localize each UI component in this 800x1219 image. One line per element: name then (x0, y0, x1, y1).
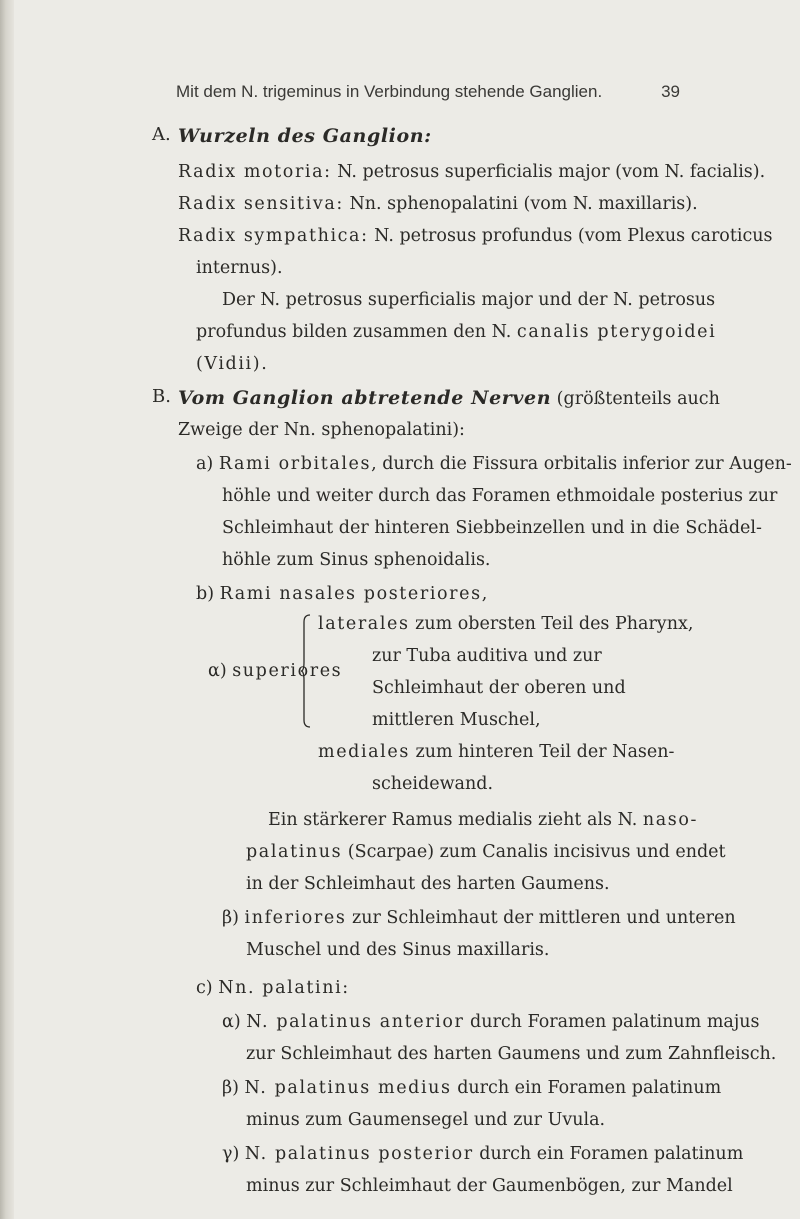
text-line: Radix motoria: N. petrosus superficialis major (vom N. facialis). (178, 162, 766, 182)
text-line: Ein stärkerer Ramus medialis zieht als N. naso- (268, 810, 699, 830)
text-line: Muschel und des Sinus maxillaris. (246, 940, 550, 960)
text-line: Schleimhaut der hinteren Siebbeinzellen und in die Schädel- (222, 518, 762, 538)
text-line: α) N. palatinus anterior durch Foramen palatinum majus (222, 1012, 760, 1032)
text-line: b) Rami nasales posteriores, (196, 584, 488, 604)
text-line: in der Schleimhaut des harten Gaumens. (246, 874, 610, 894)
text-line: internus). (196, 258, 283, 278)
text-line: minus zum Gaumensegel und zur Uvula. (246, 1110, 606, 1130)
text-line: zur Schleimhaut des harten Gaumens und zum Zahnfleisch. (246, 1044, 777, 1064)
section-b-heading: Vom Ganglion abtretende Nerven (größtenteils auch (178, 387, 720, 409)
text-line: c) Nn. palatini: (196, 978, 349, 998)
text-line: höhle und weiter durch das Foramen ethmoidale posterius zur (222, 486, 778, 506)
running-header (176, 82, 680, 102)
text-line: profundus bilden zusammen den N. canalis pterygoidei (196, 322, 717, 342)
text-line: a) Rami orbitales, durch die Fissura orbitalis inferior zur Augen- (196, 454, 792, 474)
text-line: höhle zum Sinus sphenoidalis. (222, 550, 491, 570)
text-line: scheidewand. (372, 774, 494, 794)
text-line: laterales zum obersten Teil des Pharynx, (318, 614, 694, 634)
text-line: Radix sympathica: N. petrosus profundus (vom Plexus caroticus (178, 226, 773, 246)
text-line: α) superiores (208, 661, 343, 681)
text-line: zur Tuba auditiva und zur (372, 646, 602, 666)
text-line: mittleren Muschel, (372, 710, 541, 730)
text-line: β) N. palatinus medius durch ein Foramen palatinum (222, 1078, 722, 1098)
text-line: β) inferiores zur Schleimhaut der mittleren und unteren (222, 908, 736, 928)
page-number: 39 (661, 82, 680, 101)
section-a-heading: Wurzeln des Ganglion: (178, 125, 432, 147)
text-line: Schleimhaut der oberen und (372, 678, 626, 698)
section-a-label: A. (152, 124, 171, 145)
text-line: minus zur Schleimhaut der Gaumenbögen, zur Mandel (246, 1176, 733, 1196)
text-line: mediales zum hinteren Teil der Nasen- (318, 742, 675, 762)
text-line: Zweige der Nn. sphenopalatini): (178, 420, 465, 440)
text-line: Radix sensitiva: Nn. sphenopalatini (vom N. maxillaris). (178, 194, 698, 214)
text-line: palatinus (Scarpae) zum Canalis incisivus und endet (246, 842, 726, 862)
section-b-label: B. (152, 386, 171, 407)
text-line: (Vidii). (196, 354, 267, 374)
text-line: γ) N. palatinus posterior durch ein Foramen palatinum (222, 1144, 744, 1164)
header-title: Mit dem N. trigeminus in Verbindung stehende Ganglien. (176, 82, 603, 101)
text-line: Der N. petrosus superficialis major und der N. petrosus (222, 290, 716, 310)
